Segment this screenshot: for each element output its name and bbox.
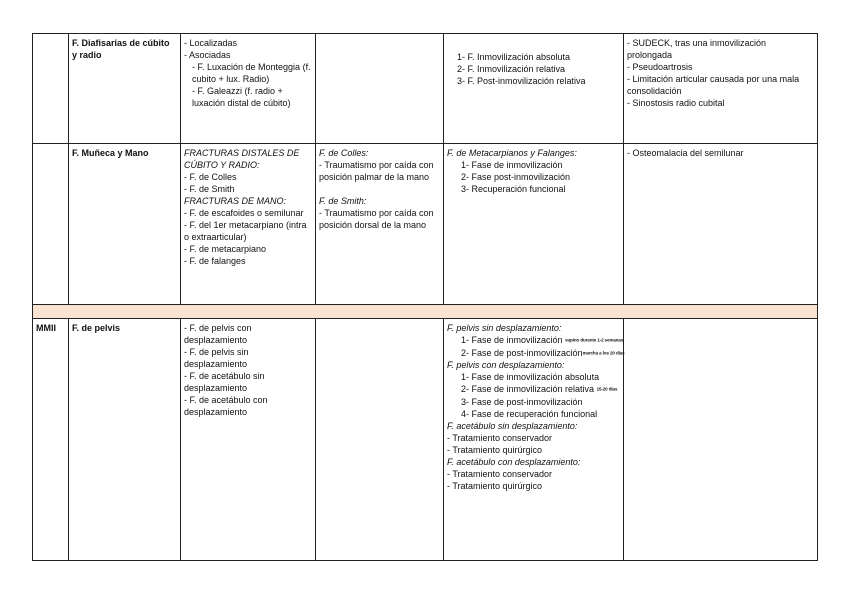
mechanism-heading: F. de Smith:	[319, 196, 367, 206]
treatment-line: - Tratamiento conservador	[447, 468, 553, 479]
treatment-line: - Tratamiento conservador	[447, 432, 553, 443]
complications-cell	[624, 144, 818, 305]
treatment-line: - Tratamiento quirúrgico	[447, 480, 543, 491]
mechanism-cell	[316, 319, 444, 561]
row-diafisarias	[33, 34, 818, 144]
section-cell	[33, 34, 69, 144]
treatment-heading: F. acetábulo con desplazamiento:	[447, 456, 581, 467]
treatment-line: 2- Fase post-inmovilización	[461, 172, 571, 182]
treatment-line: 2- F. Inmovilización relativa	[457, 64, 566, 74]
fracture-title: F. Muñeca y Mano	[69, 144, 181, 305]
fracture-title: F. Diafisarias de cúbito y radio	[69, 34, 181, 144]
type-line: - F. de Smith	[184, 184, 235, 194]
treatment-line: 2- Fase de post-inmovilizaciónmarcha a los 20 días	[461, 347, 625, 358]
handwritten-note: supino durante 1-2 semanas	[565, 337, 624, 343]
treatment-line: 3- F. Post-inmovilización relativa	[457, 76, 586, 86]
complication-line: - Osteomalacia del semilunar	[627, 148, 744, 158]
mechanism-line: - Traumatismo por caída con posición palmar de la mano	[319, 160, 434, 182]
complication-line: - SUDECK, tras una inmovilización prolongada	[627, 38, 767, 60]
handwritten-note: 15-20 días	[596, 386, 618, 392]
type-line: - F. del 1er metacarpiano (intra o extraarticular)	[184, 220, 307, 242]
type-line: - F. de metacarpiano	[184, 244, 267, 254]
fracture-title: F. de pelvis	[69, 319, 181, 561]
type-line: - F. de acetábulo con desplazamiento	[184, 395, 268, 417]
treatment-line: 1- Fase de inmovilización absoluta	[461, 372, 600, 383]
complications-cell	[624, 319, 818, 561]
treatment-heading: F. acetábulo sin desplazamiento:	[447, 420, 578, 431]
complications-cell	[624, 34, 818, 144]
row-muneca-mano	[33, 144, 818, 305]
type-line: - Localizadas	[184, 38, 238, 48]
type-line: - F. de pelvis sin desplazamiento	[184, 347, 249, 369]
type-line: - F. Luxación de Monteggia (f. cubito + lux. Radio)	[192, 62, 311, 84]
treatment-line: 1- Fase de inmovilización	[461, 160, 563, 170]
type-heading: FRACTURAS DE MANO:	[184, 196, 287, 206]
separator-row	[33, 305, 818, 319]
types-cell	[181, 319, 316, 561]
treatment-line: 4- Fase de recuperación funcional	[461, 408, 598, 419]
types-cell	[181, 144, 316, 305]
section-cell: MMII	[33, 319, 69, 561]
type-line: - F. de Colles	[184, 172, 237, 182]
treatment-cell	[444, 34, 624, 144]
type-line: - F. Galeazzi (f. radio + luxación distal de cúbito)	[192, 86, 291, 108]
complication-line: - Sinostosis radio cubital	[627, 98, 725, 108]
mechanism-line: - Traumatismo por caída con posición dorsal de la mano	[319, 208, 434, 230]
treatment-heading: F. pelvis con desplazamiento:	[447, 360, 565, 371]
type-line: - F. de acetábulo sin desplazamiento	[184, 371, 265, 393]
handwritten-note: marcha a los 20 días	[582, 350, 625, 356]
treatment-line: 3- Fase de post-inmovilización	[461, 396, 583, 407]
treatment-heading: F. de Metacarpianos y Falanges:	[447, 148, 577, 158]
mechanism-cell	[316, 144, 444, 305]
type-heading: FRACTURAS DISTALES DE CÚBITO Y RADIO:	[184, 148, 300, 170]
fractures-table	[32, 33, 818, 561]
treatment-line: - Tratamiento quirúrgico	[447, 444, 543, 455]
treatment-line: 1- Fase de inmovilización supino durante 1-2 semanas	[461, 335, 624, 345]
treatment-line: 2- Fase de inmovilización relativa 15-20 días	[461, 384, 618, 395]
section-cell	[33, 144, 69, 305]
types-cell	[181, 34, 316, 144]
separator-cell	[33, 305, 818, 319]
type-line: - Asociadas	[184, 50, 231, 60]
treatment-line: 3- Recuperación funcional	[461, 184, 566, 194]
mechanism-heading: F. de Colles:	[319, 148, 369, 158]
row-pelvis	[33, 319, 818, 561]
treatment-cell	[444, 144, 624, 305]
type-line: - F. de pelvis con desplazamiento	[184, 323, 252, 345]
type-line: - F. de escafoides o semilunar	[184, 208, 304, 218]
mechanism-cell	[316, 34, 444, 144]
treatment-line: 1- F. Inmovilización absoluta	[457, 52, 571, 62]
complication-line: - Limitación articular causada por una mala consolidación	[627, 74, 800, 96]
treatment-cell	[444, 319, 624, 561]
treatment-heading: F. pelvis sin desplazamiento:	[447, 323, 562, 333]
complication-line: - Pseudoartrosis	[627, 62, 693, 72]
type-line: - F. de falanges	[184, 256, 246, 266]
